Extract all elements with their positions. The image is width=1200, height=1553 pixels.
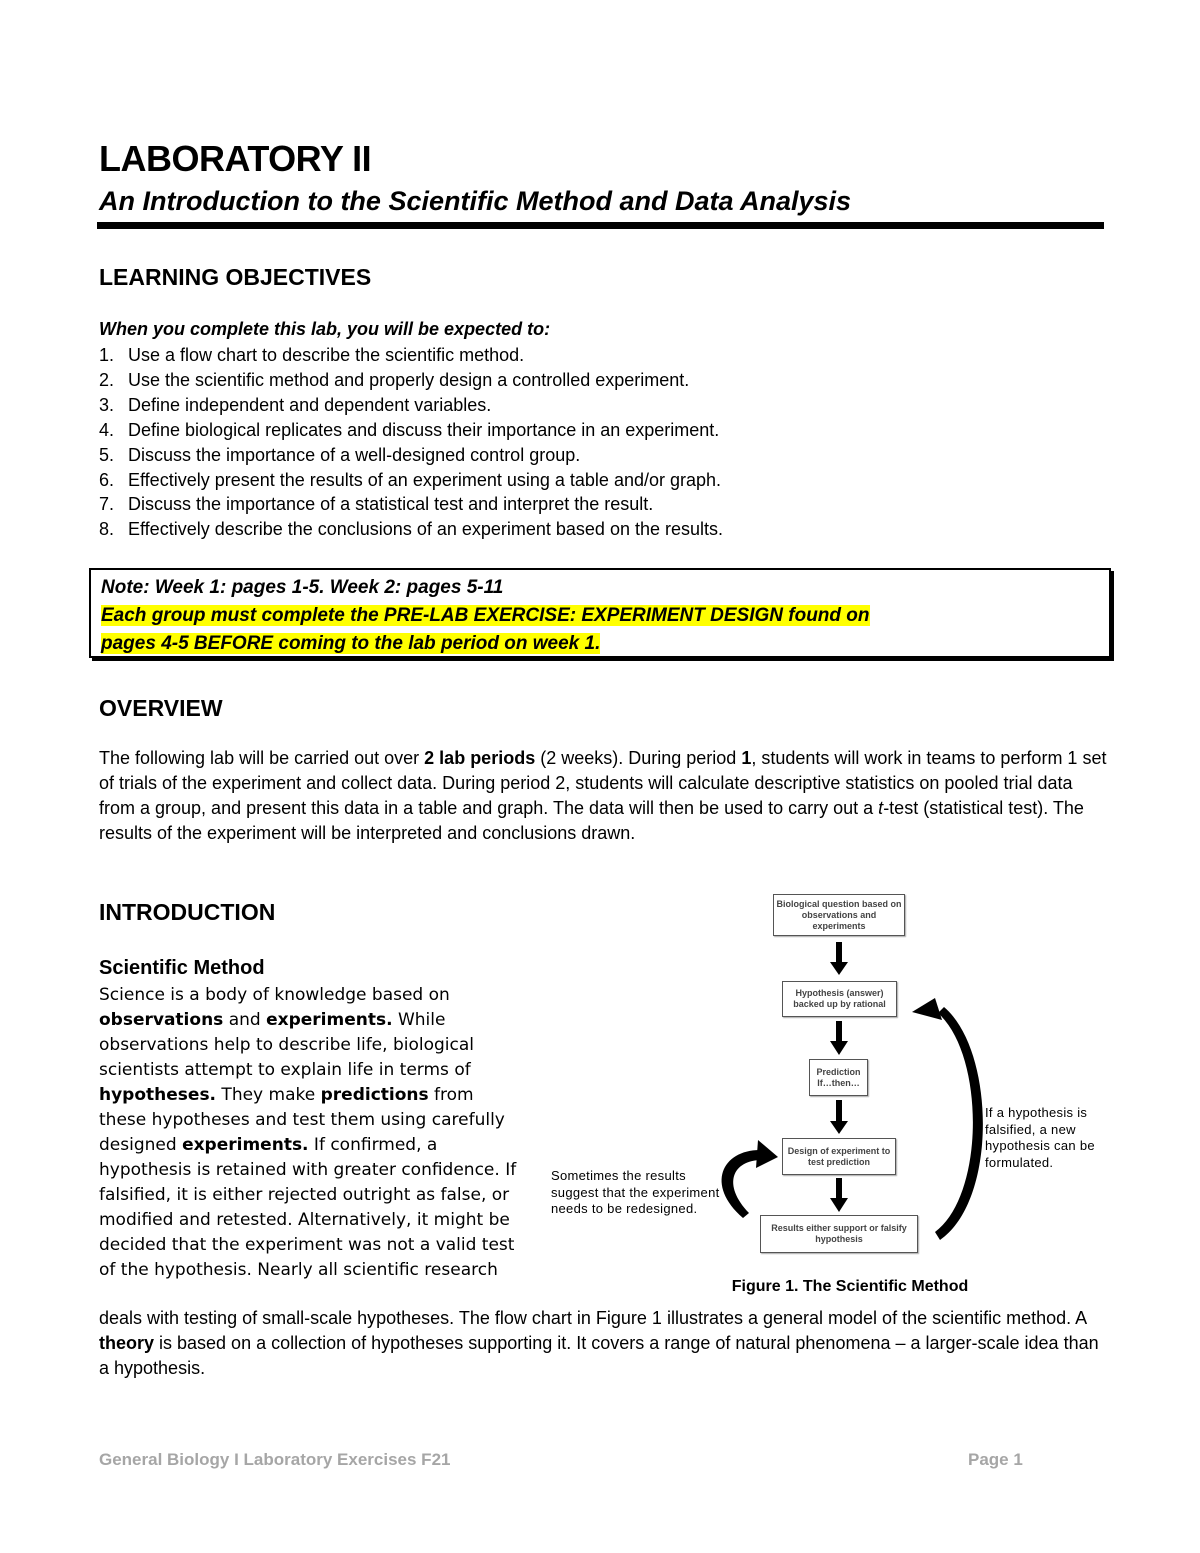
- introduction-heading: INTRODUCTION: [99, 899, 276, 925]
- objective-text: Effectively present the results of an experiment using a table and/or graph.: [128, 469, 722, 490]
- left-annotation: Sometimes the results suggest that the experiment needs to be redesigned.: [551, 1168, 720, 1216]
- flowchart-box-question: Biological question based on observations and experiments: [773, 894, 905, 936]
- text-run: Science is a body of knowledge based on: [99, 985, 450, 1005]
- down-arrow-icon: [830, 942, 848, 1212]
- objective-number: 7.: [99, 494, 115, 515]
- right-annotation: If a hypothesis is falsified, a new hypothesis can be formulated.: [985, 1105, 1095, 1170]
- bold-run: hypotheses.: [99, 1085, 217, 1105]
- objective-text: Use a flow chart to describe the scientific method.: [128, 345, 525, 365]
- text-run: While observations help to describe life, biological scientists attempt to explain life in terms of: [99, 1010, 474, 1080]
- title-divider: [97, 222, 1104, 229]
- footer-page-number: Page 1: [968, 1450, 1023, 1469]
- objective-number: 4.: [99, 419, 115, 440]
- objectives-lead: When you complete this lab, you will be expected to:: [99, 319, 551, 339]
- text-run: They make: [216, 1085, 321, 1105]
- figure-caption: Figure 1. The Scientific Method: [731, 1278, 969, 1295]
- highlighted-text: pages 4-5 BEFORE coming to the lab period on week 1.: [101, 633, 601, 654]
- text-run: -test (statistical test). The results of the experiment will be interpreted and conclusions drawn.: [99, 798, 1084, 843]
- page-subtitle: An Introduction to the Scientific Method and Data Analysis: [99, 186, 852, 216]
- objective-text: Use the scientific method and properly design a controlled experiment.: [128, 369, 690, 390]
- flowchart-box-hypothesis: Hypothesis (answer) backed up by rational: [782, 981, 897, 1017]
- note-highlight-line-1: [101, 602, 1099, 630]
- text-run: (2 weeks). During period: [535, 748, 742, 768]
- introduction-continued-paragraph: [99, 1306, 1109, 1381]
- scientific-method-paragraph: [99, 983, 519, 1283]
- note-highlight-line-2: [101, 630, 1099, 658]
- text-run: If confirmed, a hypothesis is retained with greater confidence. If falsified, it is either rejected outright as false, or modified and retested. Alternatively, it might be decided that the experiment was not a valid test of the hypothesis. Nearly all scientific research: [99, 1135, 517, 1280]
- bold-run: theory: [99, 1333, 155, 1353]
- bold-run: experiments.: [266, 1010, 393, 1030]
- objective-number: 8.: [99, 519, 115, 540]
- bold-run: experiments.: [182, 1135, 309, 1155]
- text-run: and: [223, 1010, 267, 1030]
- text-run: The following lab will be carried out over: [99, 748, 425, 768]
- arrowhead-icon: [912, 998, 942, 1020]
- objective-number: 6.: [99, 469, 115, 490]
- objective-item: [99, 517, 723, 542]
- text-run: , students will work in teams to perform 1 set of trials of the experiment and collect data. During period 2, students will calculate descriptive statistics on pooled trial data from a group, and present this data in a table and graph. The data will then be used to carry out a: [99, 748, 1107, 818]
- bold-run: observations: [99, 1010, 224, 1030]
- text-run: from these hypotheses and test them using carefully designed: [99, 1085, 505, 1155]
- curved-arrow-icon: [722, 1150, 762, 1218]
- curved-arrow-icon: [935, 1007, 983, 1240]
- objective-text: Discuss the importance of a statistical test and interpret the result.: [128, 494, 654, 515]
- objective-item: [99, 393, 723, 418]
- objectives-list: [99, 343, 723, 542]
- objective-item: [99, 418, 723, 443]
- objective-number: 3.: [99, 394, 115, 415]
- bold-run: 2 lab periods: [424, 748, 536, 768]
- italic-run: t: [878, 798, 884, 818]
- flowchart-box-design: Design of experiment to test prediction: [782, 1138, 896, 1175]
- overview-heading: OVERVIEW: [99, 695, 223, 721]
- objective-text: Define biological replicates and discuss their importance in an experiment.: [128, 419, 720, 440]
- bold-run: predictions: [320, 1085, 429, 1105]
- text-run: is based on a collection of hypotheses supporting it. It covers a range of natural phenomena – a larger-scale idea than a hypothesis.: [99, 1333, 1099, 1378]
- highlighted-text: Each group must complete the PRE-LAB EXERCISE: EXPERIMENT DESIGN found on: [101, 605, 870, 626]
- note-box: [89, 568, 1111, 658]
- objective-text: Effectively describe the conclusions of an experiment based on the results.: [128, 519, 724, 540]
- objective-item: [99, 343, 723, 368]
- objective-number: 2.: [99, 369, 115, 390]
- objective-text: Discuss the importance of a well-designed control group.: [128, 444, 581, 465]
- footer-course-title: General Biology I Laboratory Exercises F21: [99, 1450, 451, 1469]
- objective-number: 1.: [99, 345, 115, 365]
- bold-run: 1: [741, 748, 752, 768]
- objective-text: Define independent and dependent variables.: [128, 394, 492, 415]
- objective-item: [99, 492, 723, 517]
- scientific-method-subheading: Scientific Method: [99, 957, 265, 979]
- objective-item: [99, 468, 723, 493]
- arrowhead-icon: [756, 1140, 778, 1168]
- learning-objectives-heading: LEARNING OBJECTIVES: [99, 264, 372, 290]
- flowchart-box-prediction: Prediction If…then…: [809, 1059, 868, 1096]
- objective-item: [99, 368, 723, 393]
- flowchart-box-results: Results either support or falsify hypothesis: [760, 1215, 918, 1253]
- text-run: deals with testing of small-scale hypotheses. The flow chart in Figure 1 illustrates a general model of the scientific method. A: [99, 1308, 1087, 1328]
- note-schedule: Note: Week 1: pages 1-5. Week 2: pages 5-11: [101, 577, 504, 598]
- objective-item: [99, 443, 723, 468]
- overview-paragraph: [99, 746, 1109, 846]
- page-title: LABORATORY II: [99, 138, 372, 179]
- objective-number: 5.: [99, 444, 115, 465]
